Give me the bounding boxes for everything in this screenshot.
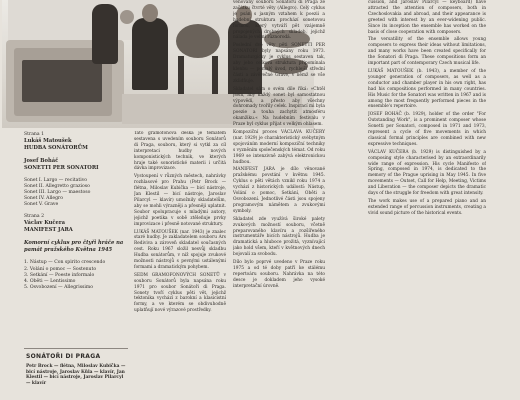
side1-track-list	[24, 178, 124, 208]
paragraph: cussion, and Jaroslav Pilarcyl — keyboard) have attracted the attention of composers, both in Czechoslovakia and abroad, and their appearance is greeted with interest by an ever-widening public. Since its inception the ensemble has worked on the basis of close cooperation with composers.	[368, 0, 486, 35]
paragraph: The work makes use of a prepared piano and an extended range of percussion instruments, creating a vivid sound picture of the historical events.	[368, 199, 486, 216]
track-item: Sonet I. Largo — recitativo	[24, 178, 88, 183]
paragraph: LUKÁŠ MATOUŠEK (b. 1943), a member of the younger generation of composers, as well as a conductor and chamber player in his own right, has had his compositions performed in many countries. His Music for the Sonatori was written in 1967 and is among the most frequently performed pieces in the ensemble's repertoire.	[368, 68, 486, 110]
paragraph: LUKÁŠ MATOUŠEK (nar. 1943) je znalec staré hudby. Je zakladatelem souboru Ars Rediviva a zároveň skladatel současných cest. Roku 1967 složil nesvůj skladbu Hudba sonátorům, v níž spojuje zvukové možnosti nástrojů s pevnými ustálenými formami a dramatickým pohybem.	[134, 229, 226, 270]
side1-composer: Lukáš Matoušek	[24, 138, 72, 144]
track-item: 1. Nástup — Con spirito crescendo	[24, 260, 106, 266]
side2-track-list	[24, 260, 124, 290]
track-item: 2. Volání o pomoc — Sostenuto	[24, 266, 97, 272]
paragraph: JOSEF BOHÁČ (b. 1929), holder of the order "For Outstanding Work", is a prominent composer whose Sonetti per Sonatori, composed in 1971 and 1973, represent a cycle of five movements in which classical formal principles are combined with new expressive techniques.	[368, 112, 486, 147]
text-column-czech-1	[134, 131, 226, 399]
paragraph: Tato gramofonová deska je tématem sestavena s uvedením souboru Sonátorů di Praga, souboru, který si vytkl za cíl interpretaci hudby nových komponistických technik, ve kterých hraje také sonoristické materii i určitá dávka improvizace.	[134, 131, 226, 172]
paragraph: SEDM GRAMOFONOVÝCH SONETŮ v souboru Sonátorů byla napsána roku 1971 pro soubor Sonátoři di Praga. Sonety tvoří cyklus pěti vět, jejichž tektonika vychází z barokní a klasicistní formy, a ve kterém se obdivuhodně uplatňují nové výrazové prostředky.	[134, 272, 226, 314]
side1-title2: SONETTI PER SONATORI	[24, 165, 99, 171]
paragraph: Dílo bylo poprvé uvedeno v Praze roku 1975 a od té doby patří ke stálému repertoáru souboru. Nahrávka na této desce je dokladem jeho vysoké interpretační úrovně.	[233, 260, 325, 289]
side1-label: Strana 1	[24, 132, 45, 137]
track-item: Sonet II. Allegretto grazioso	[24, 184, 90, 190]
paragraph: Vystoupení v různých městech, nahrávky rozhlasové pro Prahu (Petr Brock — flétna, Miloslav Kubička — bicí nástroje, Jan Klestil — bicí nástroje, Jaroslav Pilarcyl — klavír) umožnily skladatelům, aby se mohli výrazněji a přesněji uplatnit. Soubor spolupracuje s mladými autory, jejichž poetika v sobě ztěleňuje prvky improvizace i přesně notované struktury.	[134, 174, 226, 227]
track-item: Sonet IV. Allegro	[24, 196, 64, 202]
side2-note: Komorní cyklus pro čtyři hráče na památ pražského Května 1945	[24, 240, 124, 254]
paragraph: Kompoziční proces VÁCLAVA KUČERY (nar. 1929) je charakteristický svébytným spojováním moderní kompoziční techniky s vyzněním společenských témat. Od roku 1969 se intenzivně zabývá elektronickou hudbou.	[233, 130, 325, 165]
track-item: Sonet III. Largo — maestoso	[24, 190, 91, 196]
text-column-english	[368, 0, 486, 400]
text-column-czech-2	[233, 0, 325, 400]
paragraph: Poslední dvě věty pěti SONETTI PER SONATORI byly napsány roku 1973. Dramaturgicky je cyklus sestaven tak, aby jeho celková struktura připomínala klenbu — pomalý úvod, rychlejší střední části a závěrečné Grave, v němž se vše zklidňuje.	[233, 43, 325, 84]
ensemble-banner: SONÁTOŘI DI PRAGA	[26, 353, 101, 360]
side2-label: Strana 2	[24, 214, 45, 220]
track-item: Sonet V. Grave	[24, 202, 59, 208]
ensemble-members: Petr Brock — flétna, Miloslav Kubička — bicí nástroje, Jaroslav Kůla — klavír, Jan Klestil — bicí nástroje, Jaroslav Pilarcyl — klavír	[26, 364, 126, 386]
track-item: 4. Oběti — Lentissimo	[24, 278, 76, 284]
paragraph: Skladatel zde využívá široké palety zvukových možností souboru, včetně preparovaného klavíru a rozšířeného instrumentáře bicích nástrojů. Hudba je dramatická a hluboce prožitá, vyznívající jako hold všem, kteří v květnových dnech bojovali za svobodu.	[233, 216, 325, 258]
paragraph: VÁCLAV KUČERA (b. 1929) is distinguished by a composing style characterised by an extraordinarily wide range of expression. His cycle Manifesto of Spring, composed in 1974, is dedicated to the memory of the Prague uprising in May 1945. In five movements — Outset, Call for Help, Meeting, Victims and Liberation — the composer depicts the dramatic days of the struggle for freedom with great intensity.	[368, 149, 486, 197]
side2-composer: Václav Kučera	[24, 220, 65, 227]
divider	[24, 348, 128, 349]
side1-title: HUDBA SONÁTORŮM	[24, 145, 88, 151]
side2-title: MANIFEST JARA	[24, 227, 73, 234]
paragraph: MANIFEST JARA je dílo věnované pražskému povstání v květnu 1945. Cyklus o pěti větách vznikl roku 1974 a vychází z historických událostí: Nástup, Volání o pomoc, Setkání, Oběti a Osvobození. Jednotlivé části jsou spojeny programovým námětem a zvukovými symboly.	[233, 167, 325, 214]
track-item: 5. Osvobození — Allegrissimo	[24, 284, 94, 290]
paragraph: The versatility of the ensemble allows young composers to express their ideas without limitations, and many works have been created specifically for the Sonatori di Praga. These compositions form an important part of contemporary Czech musical life.	[368, 37, 486, 67]
paragraph: Skladatel sám o svém díle říká: »Chtěl jsem, aby každý sonet byl samostatnou výpovědí, a přesto aby všechny dohromady tvořily celek. Inspirací mi byla poezie a touha zachytit atmosféru okamžiku.« Na hudebním festivalu v Praze byl cyklus přijat s velkým ohlasem.	[233, 86, 325, 128]
track-item: 3. Setkání — Poeste informalo	[24, 272, 95, 278]
side1-composer2: Josef Boháč	[24, 158, 59, 164]
paragraph: věnovaný souboru Sonátorů di Praga ze začátku čtvrté věty (Allegro). Celý cyklus je psán s jasným vztahem k poezii a hudební struktura prochází sonetovou formou, který vytváří pět vzájemně propojených drobných skladeb, jejichž nálada je velmi různorodá.	[233, 0, 325, 41]
track-listing	[24, 132, 124, 291]
